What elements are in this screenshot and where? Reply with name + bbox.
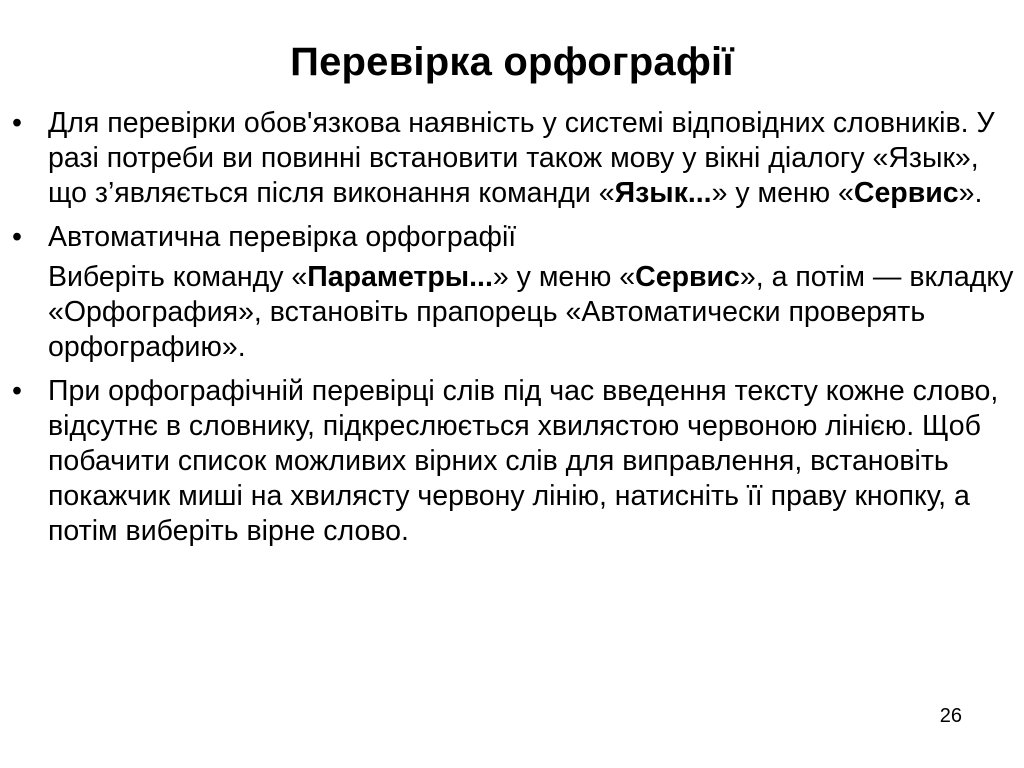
bullet-text: При орфографічній перевірці слів під час введення тексту кожне слово, відсутнє в словнику, підкреслюється хвилястою червоною лінією. Щоб побачити список можливих вірних слів для виправлення, встановіть покажчик миші на хвилясту червону лінію, натисніть її праву кнопку, а потім виберіть вірне слово. — [48, 375, 999, 547]
bullet-text: », а потім — вкладку «Орфография», встановіть прапорець «Автоматически проверять орфографию». — [48, 261, 1014, 363]
bold-menu-name: Сервис — [635, 261, 740, 293]
bullet-text: » у меню « — [492, 261, 636, 293]
bullet-item-spelling-while-typing — [0, 374, 1024, 549]
slide-title: Перевірка орфографії — [290, 40, 734, 84]
bullet-icon: • — [12, 375, 22, 407]
bullet-item-dictionaries — [0, 106, 1024, 211]
bullet-text: » у меню « — [711, 177, 854, 209]
paragraph-auto-check-instructions — [0, 260, 1024, 365]
bullet-icon: • — [12, 221, 22, 253]
bold-command-name: Параметры... — [307, 261, 493, 293]
page-number: 26 — [939, 705, 962, 727]
bold-command-name: Язык... — [614, 177, 712, 209]
bullet-text: Для перевірки обов'язкова наявність у системі відповідних словників. У разі потреби ви повинні встановити також мову у вікні діалогу «Язык», що з’являється після виконання команди « — [48, 107, 995, 209]
bold-menu-name: Сервис — [853, 177, 959, 209]
bullet-text: Автоматична перевірка орфографії — [48, 221, 517, 253]
bullet-list — [0, 106, 1024, 558]
bullet-text: Виберіть команду « — [48, 261, 308, 293]
bullet-icon: • — [12, 107, 22, 139]
bullet-text: ». — [958, 177, 983, 209]
bullet-item-auto-check — [0, 220, 1024, 255]
